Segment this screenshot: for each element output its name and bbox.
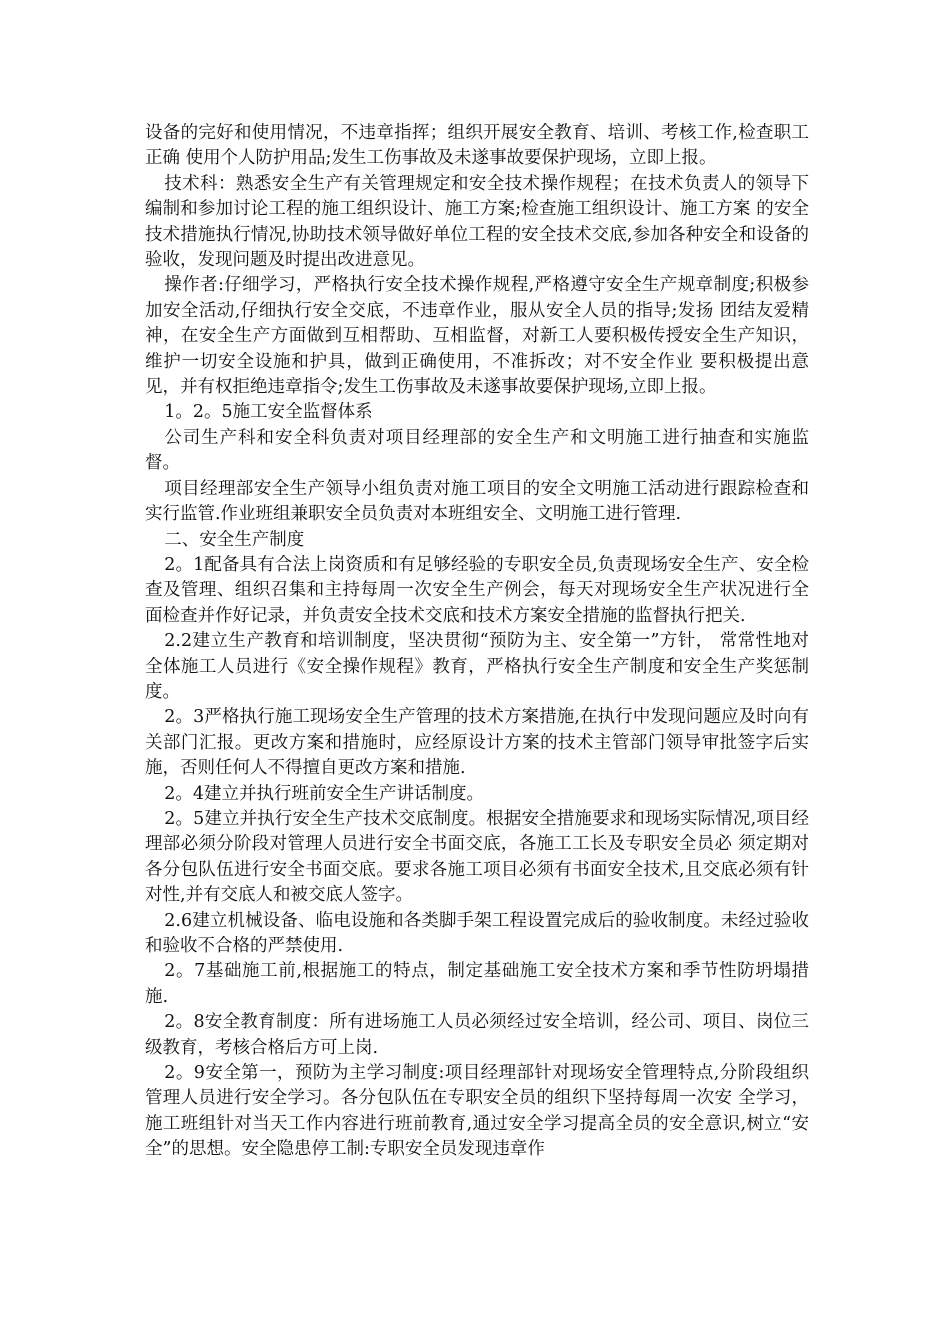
- paragraph-safety-dept-cont: 设备的完好和使用情况，不违章指挥；组织开展安全教育、培训、考核工作,检查职工正确 使用个人防护用品;发生工伤事故及未遂事故要保护现场，立即上报。: [145, 123, 809, 169]
- section-heading-2: 二、安全生产制度: [164, 529, 305, 550]
- paragraph-2-2: 2.2建立生产教育和培训制度，坚决贯彻“预防为主、安全第一”方针， 常常性地对全体施工人员进行《安全操作规程》教育，严格执行安全生产制度和安全生产奖惩制度。: [145, 631, 809, 702]
- document-body: [145, 121, 809, 1163]
- paragraph-2-4: 2。4建立并执行班前安全生产讲话制度。: [164, 783, 485, 804]
- paragraph-operators: 操作者:仔细学习，严格执行安全技术操作规程,严格遵守安全生产规章制度;积极参加安全活动,仔细执行安全交底，不违章作业，服从安全人员的指导;发扬 团结友爱精神，在安全生产方面做到互相帮助、互相监督，对新工人要积极传授安全生产知识，维护一切安全设施和护具，做到正确使用，不准拆改；对不安全作业 要积极提出意见，并有权拒绝违章指令;发生工伤事故及未遂事故要保护现场,立即上报。: [145, 275, 809, 398]
- paragraph-2-8: 2。8安全教育制度：所有进场施工人员必须经过安全培训，经公司、项目、岗位三级教育，考核合格后方可上岗.: [145, 1012, 809, 1058]
- paragraph-2-7: 2。7基础施工前,根据施工的特点，制定基础施工安全技术方案和季节性防坍塌措施.: [145, 961, 809, 1007]
- paragraph-2-6: 2.6建立机械设备、临电设施和各类脚手架工程设置完成后的验收制度。未经过验收和验收不合格的严禁使用.: [145, 910, 809, 956]
- paragraph-company-supervision: 公司生产科和安全科负责对项目经理部的安全生产和文明施工进行抽查和实施监督。: [145, 427, 809, 474]
- section-heading-1-2-5: 1。2。5施工安全监督体系: [164, 402, 373, 423]
- paragraph-2-5: 2。5建立并执行安全生产技术交底制度。根据安全措施要求和现场实际情况,项目经理部必须分阶段对管理人员进行安全书面交底，各施工工长及专职安全员必 须定期对各分包队伍进行安全书面交底。要求各施工项目必须有书面安全技术,且交底必须有针对性,并有交底人和被交底人签字。: [145, 808, 809, 906]
- paragraph-2-3: 2。3严格执行施工现场安全生产管理的技术方案措施,在执行中发现问题应及时向有关部门汇报。更改方案和措施时，应经原设计方案的技术主管部门领导审批签字后实施，否则任何人不得擅自更改方案和措施.: [145, 707, 809, 779]
- paragraph-project-supervision: 项目经理部安全生产领导小组负责对施工项目的安全文明施工活动进行跟踪检查和实行监管.作业班组兼职安全员负责对本班组安全、文明施工进行管理.: [145, 478, 809, 525]
- paragraph-2-9: 2。9安全第一，预防为主学习制度:项目经理部针对现场安全管理特点,分阶段组织管理人员进行安全学习。各分包队伍在专职安全员的组织下坚持每周一次安 全学习，施工班组针对当天工作内容进行班前教育,通过安全学习提高全员的安全意识,树立“安全”的思想。安全隐患停工制:专职安全员发现违章作: [145, 1063, 809, 1160]
- paragraph-technical-dept: 技术科：熟悉安全生产有关管理规定和安全技术操作规程；在技术负责人的领导下编制和参加讨论工程的施工组织设计、施工方案;检查施工组织设计、施工方案 的安全技术措施执行情况,协助技术领导做好单位工程的安全技术交底,参加各种安全和设备的验收，发现问题及时提出改进意见。: [145, 173, 809, 271]
- paragraph-2-1: 2。1配备具有合法上岗资质和有足够经验的专职安全员,负责现场安全生产、安全检查及管理、组织召集和主持每周一次安全生产例会，每天对现场安全生产状况进行全面检查并作好记录，并负责安全技术交底和技术方案安全措施的监督执行把关.: [145, 554, 809, 626]
